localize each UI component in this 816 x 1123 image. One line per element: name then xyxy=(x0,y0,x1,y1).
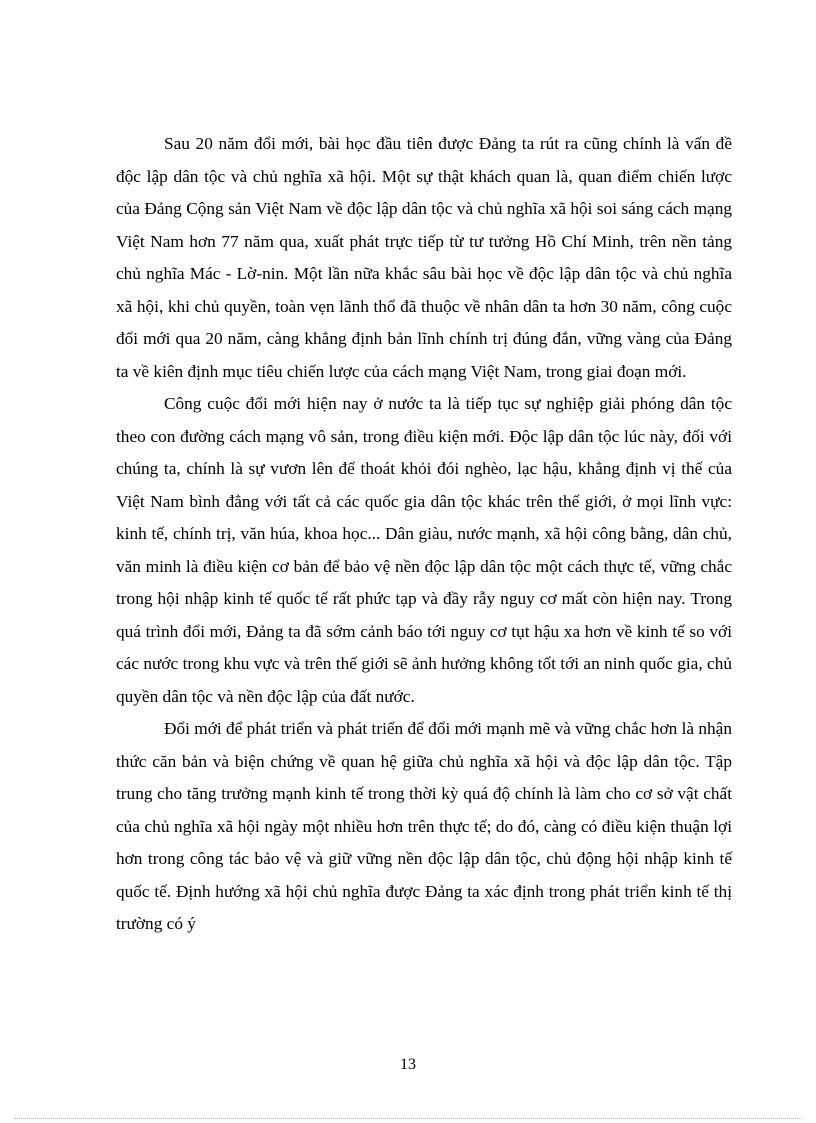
paragraph-1: Sau 20 năm đổi mới, bài học đầu tiên được Đảng ta rút ra cũng chính là vấn đề độc lập dân tộc và chủ nghĩa xã hội. Một sự thật khách quan là, quan điểm chiến lược của Đảng Cộng sản Việt Nam về độc lập dân tộc và chủ nghĩa xã hội soi sáng cách mạng Việt Nam hơn 77 năm qua, xuất phát trực tiếp từ tư tưởng Hồ Chí Minh, trên nền tảng chủ nghĩa Mác - Lờ-nin. Một lần nữa khắc sâu bài học về độc lập dân tộc và chủ nghĩa xã hội, khi chủ quyền, toàn vẹn lãnh thổ đã thuộc về nhân dân ta hơn 30 năm, công cuộc đổi mới qua 20 năm, càng khẳng định bản lĩnh chính trị đúng đắn, vững vàng của Đảng ta về kiên định mục tiêu chiến lược của cách mạng Việt Nam, trong giai đoạn mới. xyxy=(116,134,732,381)
body-text xyxy=(116,128,732,941)
paragraph-2: Công cuộc đổi mới hiện nay ở nước ta là tiếp tục sự nghiệp giải phóng dân tộc theo con đường cách mạng vô sản, trong điều kiện mới. Độc lập dân tộc lúc này, đối với chúng ta, chính là sự vươn lên để thoát khỏi đói nghèo, lạc hậu, khẳng định vị thế của Việt Nam bình đẳng với tất cả các quốc gia dân tộc khác trên thế giới, ở mọi lĩnh vực: kinh tế, chính trị, văn húa, khoa học... Dân giàu, nước mạnh, xã hội công bằng, dân chủ, văn minh là điều kiện cơ bản để bảo vệ nền độc lập dân tộc một cách thực tế, vững chắc trong hội nhập kinh tế quốc tế rất phức tạp và đầy rẫy nguy cơ mất còn hiện nay. Trong quá trình đổi mới, Đảng ta đã sớm cảnh báo tới nguy cơ tụt hậu xa hơn về kinh tế so với các nước trong khu vực và trên thế giới sẽ ảnh hưởng không tốt tới an ninh quốc gia, chủ quyền dân tộc và nền độc lập của đất nước. xyxy=(116,394,732,706)
paragraph-3: Đổi mới để phát triển và phát triển để đổi mới mạnh mẽ và vững chắc hơn là nhận thức căn bản và biện chứng về quan hệ giữa chủ nghĩa xã hội và độc lập dân tộc. Tập trung cho tăng trưởng mạnh kinh tế trong thời kỳ quá độ chính là làm cho cơ sở vật chất của chủ nghĩa xã hội ngày một nhiều hơn trên thực tế; do đó, càng có điều kiện thuận lợi hơn trong công tác bảo vệ và giữ vững nền độc lập dân tộc, chủ động hội nhập kinh tế quốc tế. Định hướng xã hội chủ nghĩa được Đảng ta xác định trong phát triển kinh tế thị trường có ý xyxy=(116,719,732,933)
page-bottom-divider xyxy=(14,1118,802,1119)
page-number: 13 xyxy=(400,1056,416,1073)
